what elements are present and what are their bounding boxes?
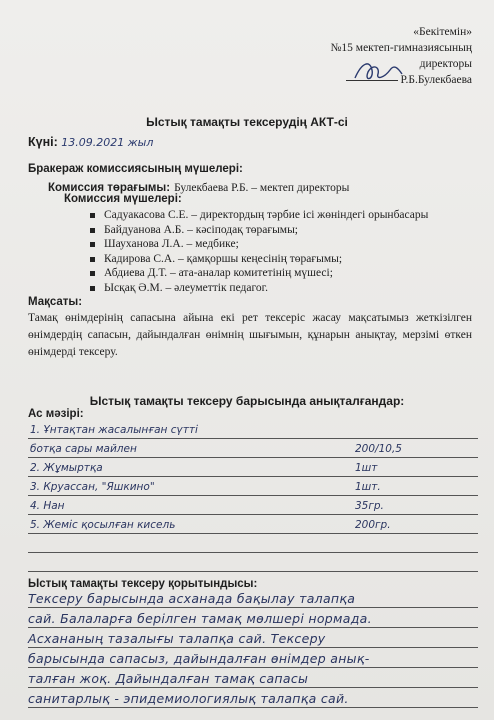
conclusion-line: Тексеру барысында асханада бақылау талапқа — [28, 591, 356, 606]
conclusion-line: сай. Балаларға берілген тамақ мөлшері нормада. — [28, 611, 372, 626]
menu-rule — [28, 457, 478, 458]
date-label: Күні: — [28, 135, 58, 149]
menu-rule — [28, 514, 478, 515]
menu-item: ботқа сары майлен — [30, 443, 137, 455]
findings-heading: Ыстық тамақты тексеру барысында анықталғандар: — [89, 394, 405, 408]
list-item: Ысқақ Ә.М. – әлеуметтік педагог. — [90, 281, 428, 296]
approval-line2: №15 мектеп-гимназиясының — [330, 42, 472, 54]
members-list — [90, 208, 428, 296]
chair-value: Булекбаева Р.Б. – мектеп директоры — [174, 182, 350, 194]
date-value: 13.09.2021 жыл — [61, 136, 154, 149]
conclusion-rule — [28, 647, 478, 648]
menu-rule — [28, 552, 478, 553]
approval-line1: «Бекітемін» — [413, 26, 472, 38]
document-title: Ыстық тамақты тексерудің АКТ-сі — [146, 115, 348, 129]
conclusion-rule — [28, 667, 478, 668]
conclusion-heading: Ыстық тамақты тексеру қорытындысы: — [28, 578, 258, 590]
menu-rule — [28, 495, 478, 496]
commission-heading: Бракераж комиссиясының мүшелері: — [28, 163, 243, 175]
conclusion-line: талған жоқ. Дайындалған тамақ сапасы — [28, 671, 309, 686]
menu-rule — [28, 571, 478, 572]
menu-item: 5. Жеміс қосылған кисель — [30, 519, 176, 531]
conclusion-rule — [28, 607, 478, 608]
chair-label: Комиссия төрағымы: — [48, 182, 171, 194]
conclusion-line: Асхананың тазалығы талапқа сай. Тексеру — [28, 631, 326, 646]
menu-qty: 200/10,5 — [355, 443, 402, 455]
approval-line3: директоры — [419, 58, 472, 70]
conclusion-line: санитарлық - эпидемиологиялық талапқа сай. — [28, 691, 349, 706]
list-item: Шауханова Л.А. – медбике; — [90, 237, 428, 252]
menu-qty: 1шт. — [355, 481, 381, 493]
menu-rule — [28, 533, 478, 534]
menu-qty: 35гр. — [355, 500, 384, 512]
list-item: Байдуанова А.Б. – кәсіподақ төрағымы; — [90, 223, 428, 238]
signature-icon — [350, 56, 410, 86]
menu-item: 2. Жұмыртқа — [30, 462, 103, 474]
menu-item: 4. Нан — [30, 500, 65, 512]
members-label: Комиссия мүшелері: — [64, 193, 182, 205]
list-item: Садуакасова С.Е. – директордың тәрбие ісі жөніндегі орынбасары — [90, 208, 428, 223]
list-item: Кадирова С.А. – қамқоршы кеңесінің төрағымы; — [90, 252, 428, 267]
date-row — [28, 135, 153, 149]
menu-label: Ас мәзірі: — [28, 408, 84, 420]
list-item: Абдиева Д.Т. – ата-аналар комитетінің мүшесі; — [90, 266, 428, 281]
menu-item: 3. Круассан, "Яшкино" — [30, 481, 155, 493]
conclusion-rule — [28, 687, 478, 688]
approval-signer: Р.Б.Булекбаева — [400, 74, 472, 86]
menu-item: 1. Ұнтақтан жасалынған сүтті — [30, 424, 198, 436]
conclusion-line: барысында сапасыз, дайындалған өнімдер анық- — [28, 651, 370, 666]
conclusion-rule — [28, 627, 478, 628]
menu-rule — [28, 476, 478, 477]
purpose-text: Тамақ өнімдерінің сапасына айына екі рет тексеріс жасау мақсатымыз жеткізілген өнімдердің сапасын, дайындалған өнімнің шығымын, құнарын анықтау, мерзімі өткен өнімдерді тексеру. — [28, 312, 472, 358]
menu-qty: 200гр. — [355, 519, 391, 531]
menu-qty: 1шт — [355, 462, 378, 474]
purpose-label: Мақсаты: — [28, 296, 83, 308]
conclusion-rule — [28, 707, 478, 708]
menu-rule — [28, 438, 478, 439]
